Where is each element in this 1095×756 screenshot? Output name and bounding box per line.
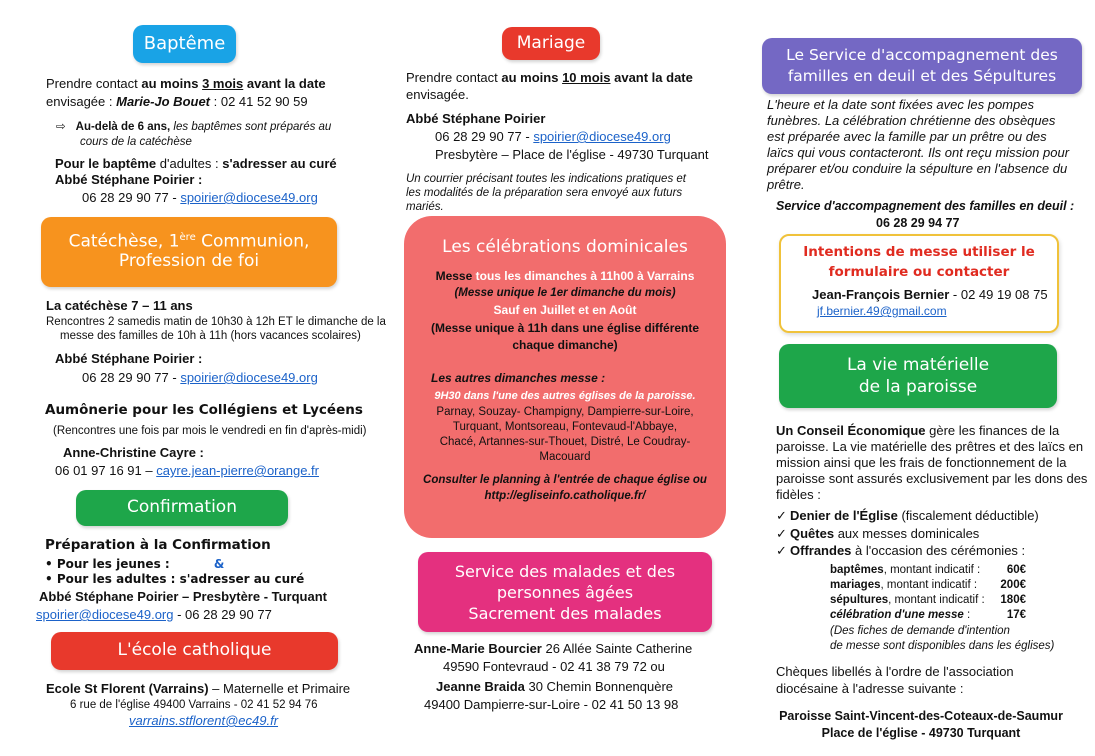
text: au moins	[141, 76, 203, 91]
text: - 02 49 19 08 75	[949, 287, 1048, 302]
materielle-p4: paroisse sont assurés exclusivement par les dons des	[776, 471, 1088, 486]
mariage-line-2: envisagée.	[406, 87, 469, 102]
header-malades	[418, 552, 712, 632]
mariage-priest	[406, 111, 545, 127]
text: célébration d'une messe	[830, 609, 964, 621]
text: (fiscalement déductible)	[897, 508, 1039, 523]
header-ecole-label: L'école catholique	[117, 640, 272, 661]
email-link[interactable]: spoirier@diocese49.org	[36, 607, 174, 622]
materielle-p3: mission ainsi que les frais de fonctionnement de la	[776, 455, 1067, 470]
text: aux messes dominicales	[834, 526, 980, 541]
mariage-note-3: mariés.	[406, 201, 444, 213]
text: , montant indicatif :	[888, 594, 985, 606]
contact-name: Marie-Jo Bouet	[116, 94, 211, 109]
catechese-contact	[82, 370, 318, 386]
mariage-contact	[435, 129, 671, 145]
text: Au-delà de 6 ans,	[75, 121, 171, 133]
text: ère	[179, 232, 196, 244]
celebrations-messe	[404, 268, 726, 284]
text: :	[963, 609, 971, 621]
catechese-priest	[55, 351, 202, 367]
header-deuil-line1: Le Service d'accompagnement des	[786, 46, 1058, 64]
deuil-l1: L'heure et la date sont fixées avec les pompes	[767, 97, 1034, 112]
text: Abbé Stéphane Poirier	[406, 111, 546, 126]
celebrations-m5: chaque dimanche)	[512, 338, 618, 352]
intentions-title-2: formulaire ou contacter	[828, 264, 1010, 280]
text: mariages	[830, 579, 881, 591]
catechese-sched-2: messe des familles de 10h à 11h (hors vacances scolaires)	[60, 330, 361, 342]
text: avant la date	[610, 70, 693, 85]
text: Jeanne Braida	[436, 679, 525, 694]
header-materielle-line2: de la paroisse	[858, 377, 978, 397]
text: Abbé Stéphane Poirier – Presbytère - Turquant	[39, 589, 327, 604]
bapteme-note-2: cours de la catéchèse	[80, 136, 192, 148]
deuil-l6: prêtre.	[767, 177, 805, 192]
text: baptêmes	[830, 564, 884, 576]
phone: - 06 28 29 90 77	[173, 607, 272, 622]
text: Messe	[435, 269, 473, 283]
text: les baptêmes sont préparés au	[170, 121, 332, 133]
ecole-address: 6 rue de l'église 49400 Varrains - 02 41 52 94 76	[70, 699, 318, 711]
materielle-check-3	[776, 543, 1025, 559]
text: 10 mois	[562, 70, 611, 85]
email-link[interactable]: varrains.stflorent@ec49.fr	[129, 713, 279, 728]
header-malades-line3: Sacrement des malades	[468, 603, 662, 623]
catechese-sched-1: Rencontres 2 samedis matin de 10h30 à 12h ET le dimanche de la	[46, 316, 386, 328]
offrande-note-2: de messe sont disponibles dans les églises)	[830, 640, 1055, 652]
celebrations-m2: (Messe unique le 1er dimanche du mois)	[454, 287, 676, 299]
phone: : 02 41 52 90 59	[210, 94, 308, 109]
materielle-p5: fidèles :	[776, 487, 821, 502]
text: gère les finances de la	[925, 423, 1060, 438]
text: Pour le baptême	[55, 156, 157, 171]
checkmark-icon: ✓	[776, 508, 787, 523]
text: Prendre contact	[406, 70, 502, 85]
confirmation-adultes: • Pour les adultes : s'adresser au curé	[45, 572, 305, 586]
text: La catéchèse 7 – 11 ans	[46, 298, 193, 313]
mariage-note-2: les modalités de la préparation sera envoyé aux futurs	[406, 187, 683, 199]
celebrations-a3: Parnay, Souzay- Champigny, Dampierre-sur-Loire,	[436, 406, 694, 418]
arrow-right-icon: ⇨	[56, 121, 66, 133]
header-confirmation	[76, 490, 288, 526]
mariage-address: Presbytère – Place de l'église - 49730 Turquant	[435, 147, 709, 162]
text: 30 Chemin Bonnenquère	[524, 679, 674, 694]
email-link[interactable]: spoirier@diocese49.org	[180, 190, 318, 205]
deuil-l3: est préparée avec la famille par un prêtre ou des	[767, 129, 1047, 144]
celebrations-a6: Macouard	[539, 451, 591, 463]
text: Quêtes	[790, 526, 835, 541]
deuil-l2: funèbres. La célébration chrétienne des obsèques	[767, 113, 1056, 128]
text: Abbé Stéphane Poirier :	[55, 172, 203, 187]
intentions-email	[817, 303, 947, 319]
phone: 06 28 29 90 77 -	[82, 190, 181, 205]
intentions-contact	[812, 287, 1048, 303]
email-link[interactable]: jf.bernier.49@gmail.com	[817, 304, 947, 318]
text: Abbé Stéphane Poirier :	[55, 351, 203, 366]
materielle-p1	[776, 423, 1059, 439]
header-catechese-line2: Profession de foi	[118, 251, 260, 272]
aumonerie-note: (Rencontres une fois par mois le vendredi en fin d'après-midi)	[53, 425, 367, 437]
confirmation-jeunes	[45, 556, 224, 572]
text: Ecole St Florent (Varrains)	[46, 681, 209, 696]
header-deuil-line2: familles en deuil et des Sépultures	[787, 67, 1057, 85]
deuil-l4: laïcs qui vous contacteront. Ils ont reçu mission pour	[767, 145, 1070, 160]
header-materielle	[779, 344, 1057, 408]
celebrations-title: Les célébrations dominicales	[442, 237, 688, 257]
celebrations-m3: Sauf en Juillet et en Août	[493, 303, 637, 317]
ecole-name	[46, 681, 350, 697]
header-mariage	[502, 27, 600, 60]
text: envisagée :	[46, 94, 117, 109]
header-deuil	[762, 38, 1082, 94]
phone: 06 28 29 90 77 -	[435, 129, 534, 144]
offrande-sepulture	[830, 593, 985, 607]
address-l2: Place de l'église - 49730 Turquant	[821, 726, 1021, 740]
deuil-service: Service d'accompagnement des familles en deuil :	[776, 199, 1075, 213]
checkmark-icon: ✓	[776, 526, 787, 541]
text: Un Conseil Économique	[776, 423, 926, 438]
confirmation-title: Préparation à la Confirmation	[45, 537, 271, 553]
address-l1: Paroisse Saint-Vincent-des-Coteaux-de-Saumur	[779, 709, 1063, 723]
text: d'adultes :	[156, 156, 223, 171]
bapteme-note-1	[56, 120, 331, 134]
aumonerie-contact-name	[63, 445, 204, 461]
malades-l2: 49590 Fontevraud - 02 41 38 79 72 ou	[443, 659, 665, 674]
text: Prendre contact	[46, 76, 142, 91]
offrande-bapteme	[830, 563, 980, 577]
offrande-bapteme-amount: 60€	[1006, 564, 1026, 576]
cheques-l2: diocésaine à l'adresse suivante :	[776, 681, 964, 696]
ecole-email	[129, 713, 278, 729]
email-link[interactable]: cayre.jean-pierre@orange.fr	[156, 463, 319, 478]
materielle-p2: paroisse. La vie matérielle des prêtres et des laïcs en	[776, 439, 1084, 454]
checkmark-icon: ✓	[776, 543, 787, 558]
bapteme-line-2	[46, 94, 308, 110]
aumonerie-title: Aumônerie pour les Collégiens et Lycéens	[45, 402, 363, 418]
text: Jean-François Bernier	[812, 287, 950, 302]
aumonerie-contact	[55, 463, 319, 479]
intentions-title-1: Intentions de messe utiliser le	[803, 244, 1035, 260]
phone: 06 28 29 90 77 -	[82, 370, 181, 385]
text: tous les dimanches à 11h00 à Varrains	[472, 269, 695, 283]
header-ecole	[51, 632, 338, 670]
celebrations-a5: Chacé, Artannes-sur-Thouet, Distré, Le Coudray-	[439, 436, 691, 448]
text: au moins	[501, 70, 563, 85]
text: avant la date	[243, 76, 326, 91]
header-mariage-label: Mariage	[516, 32, 586, 53]
header-bapteme-label: Baptême	[143, 32, 226, 54]
mariage-line-1	[406, 70, 693, 86]
text: Anne-Christine Cayre :	[63, 445, 204, 460]
celebrations-a2: 9H30 dans l'une des autres églises de la paroisse.	[434, 390, 696, 402]
text: , montant indicatif :	[883, 564, 981, 576]
text: Anne-Marie Bourcier	[414, 641, 542, 656]
celebrations-c2[interactable]: http://egliseinfo.catholique.fr/	[484, 490, 646, 502]
text: • Pour les jeunes :	[45, 557, 170, 571]
confirmation-contact	[36, 607, 272, 623]
text: , montant indicatif :	[880, 579, 978, 591]
celebrations-m4: (Messe unique à 11h dans une église différente	[430, 321, 700, 335]
text: Communion,	[195, 231, 310, 252]
header-catechese-line1	[69, 232, 310, 252]
text: Offrandes	[790, 543, 852, 558]
deuil-l5: préparer et/ou conduire la sépulture en l'absence du	[767, 161, 1068, 176]
malades-l1	[414, 641, 692, 657]
offrande-sepulture-amount: 180€	[1000, 594, 1026, 606]
bapteme-adults	[55, 156, 337, 172]
mariage-note-1: Un courrier précisant toutes les indications pratiques et	[406, 173, 686, 185]
celebrations-a4: Turquant, Montsoreau, Fontevaud-l'Abbaye,	[452, 421, 678, 433]
text: 3 mois	[202, 76, 244, 91]
phone: 06 01 97 16 91 –	[55, 463, 157, 478]
deuil-phone: 06 28 29 94 77	[876, 216, 960, 230]
bapteme-contact	[82, 190, 318, 206]
header-bapteme	[133, 25, 236, 63]
materielle-check-2	[776, 526, 979, 542]
header-catechese	[41, 217, 337, 287]
confirmation-priest	[39, 589, 327, 605]
celebrations-a1: Les autres dimanches messe :	[431, 371, 606, 385]
materielle-check-1	[776, 508, 1039, 524]
offrande-messe	[830, 608, 970, 622]
header-materielle-line1: La vie matérielle	[846, 355, 990, 375]
email-link[interactable]: spoirier@diocese49.org	[180, 370, 318, 385]
bapteme-line-1	[46, 76, 326, 92]
text: &	[213, 557, 225, 571]
text: Denier de l'Église	[790, 508, 898, 523]
malades-l3	[436, 679, 673, 695]
header-malades-line2: personnes âgées	[496, 582, 634, 602]
email-link[interactable]: spoirier@diocese49.org	[533, 129, 671, 144]
header-confirmation-label: Confirmation	[127, 497, 237, 518]
bapteme-priest	[55, 172, 202, 188]
text: à l'occasion des cérémonies :	[851, 543, 1026, 558]
offrande-mariage-amount: 200€	[1000, 579, 1026, 591]
text: – Maternelle et Primaire	[208, 681, 351, 696]
cheques-l1: Chèques libellés à l'ordre de l'association	[776, 664, 1014, 679]
text: Catéchèse, 1	[68, 231, 180, 252]
text: 26 Allée Sainte Catherine	[541, 641, 693, 656]
offrande-note-1: (Des fiches de demande d'intention	[830, 625, 1010, 637]
malades-l4: 49400 Dampierre-sur-Loire - 02 41 50 13 98	[424, 697, 679, 712]
catechese-age	[46, 298, 193, 314]
text: sépultures	[830, 594, 889, 606]
header-malades-line1: Service des malades et des	[454, 561, 676, 581]
text: s'adresser au curé	[222, 156, 337, 171]
offrande-mariage	[830, 578, 977, 592]
offrande-messe-amount: 17€	[1006, 609, 1026, 621]
celebrations-c1: Consulter le planning à l'entrée de chaque église ou	[423, 474, 707, 486]
